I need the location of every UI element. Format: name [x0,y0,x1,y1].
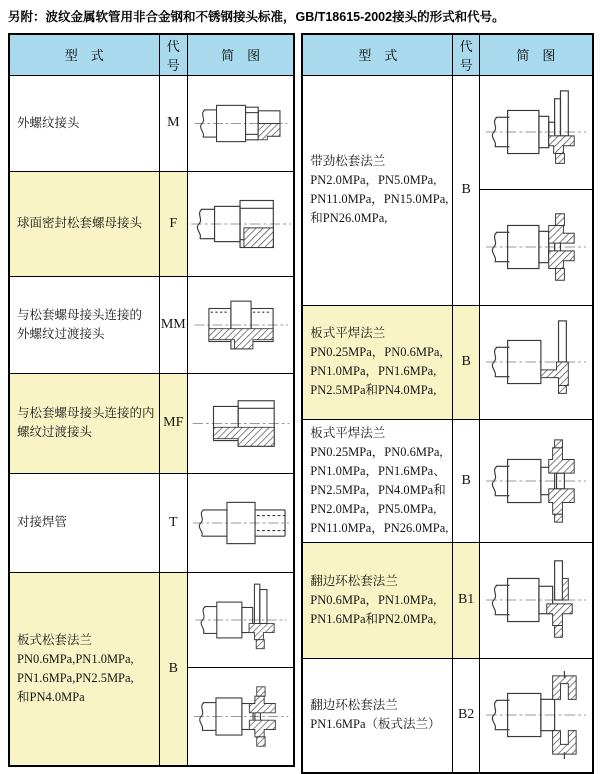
type-cell [302,419,453,542]
tables-container [0,33,600,774]
type-cell [302,305,453,419]
type-text-line: PN2.0MPa，PN5.0MPa, [310,173,437,188]
column-header-code: 代号 [159,34,188,76]
type-text-line: PN1.6MPa和PN2.0MPa, [310,611,437,626]
type-text-line: PN0.6MPa,PN1.0MPa, [17,651,134,666]
diagram-cell [479,189,593,305]
column-header-type: 型 式 [9,34,159,76]
type-cell [9,473,159,572]
diagram-cell [188,171,295,276]
male-male-adapter-diagram [189,281,293,369]
document-title: 另附：波纹金属软管用非合金钢和不锈钢接头标准，GB/T18615-2002接头的形式和代号。 [8,10,505,24]
connector-table-left [8,33,295,767]
diagram-cell [479,305,593,419]
diagram-cell [188,373,295,473]
type-text-line: PN0.25MPa，PN0.6MPa, [310,345,443,360]
lapped-ring-flange-b1-diagram [484,553,588,647]
header-row [9,34,294,76]
type-cell [9,75,159,171]
type-text-line: PN11.0MPa，PN26.0MPa, [310,520,449,535]
type-cell [302,75,453,305]
code-cell: F [159,171,188,276]
column-header-diagram: 简 图 [188,34,295,76]
type-text-line: 与松套螺母接头连接的 [17,307,143,322]
type-text-line: 球面密封松套螺母接头 [17,216,143,231]
code-cell: M [159,75,188,171]
type-text-line: 螺纹过渡接头 [17,425,93,440]
type-text-line: PN1.6MPa,PN2.5MPa, [17,670,134,685]
table-row [9,276,294,373]
header-row [302,34,593,76]
type-text-line: PN2.0MPa，PN5.0MPa, [310,501,437,516]
code-cell: MM [159,276,188,373]
type-text-line: PN0.6MPa，PN1.0MPa, [310,592,437,607]
type-text-line: 板式平焊法兰 [310,326,386,341]
table-row [302,75,593,189]
diagram-cell [188,75,295,171]
type-text-line: PN1.0MPa，PN1.6MPa、 [310,463,446,478]
table-row [302,658,593,773]
plate-weld-flange-b-diagram [484,434,588,528]
diagram-cell [479,542,593,658]
diagram-cell [188,667,295,766]
plate-loose-flange-bottom-diagram [189,672,293,761]
code-cell: B [453,75,479,305]
male-thread-fitting-diagram [189,80,293,167]
type-text-line: PN2.5MPa，PN4.0MPa和 [310,482,446,497]
code-cell: MF [159,373,188,473]
type-text-line: 和PN26.0MPa, [310,211,388,226]
type-cell [302,542,453,658]
diagram-cell [479,658,593,773]
type-text-line: PN11.0MPa，PN15.0MPa, [310,192,449,207]
table-row [9,572,294,667]
lapped-ring-flange-b2-diagram [484,668,588,762]
type-cell [9,171,159,276]
type-cell [9,373,159,473]
type-text-line: PN1.0MPa，PN1.6MPa, [310,364,437,379]
code-cell: B [159,572,188,766]
type-text-line: 带劲松套法兰 [310,154,386,169]
column-header-diagram: 简 图 [479,34,593,76]
type-text-line: 与松套螺母接头连接的内 [17,406,155,421]
plate-loose-flange-top-diagram [189,577,293,663]
neck-loose-flange-top-diagram [484,85,588,179]
table-row [9,373,294,473]
butt-weld-pipe-diagram [189,478,293,568]
type-text-line: 外螺纹接头 [17,115,80,130]
table-row [9,171,294,276]
table-row [9,473,294,572]
table-row [302,542,593,658]
type-cell [9,276,159,373]
type-text-line: 翻边环松套法兰 [310,698,398,713]
spherical-swivel-nut-fitting-diagram [189,177,293,271]
type-text-line: 板式松套法兰 [17,632,93,647]
type-cell [302,658,453,773]
type-text-line: 外螺纹过渡接头 [17,326,105,341]
type-text-line: PN0.25MPa，PN0.6MPa, [310,444,443,459]
diagram-cell [479,419,593,542]
column-header-code: 代号 [453,34,479,76]
code-cell: B [453,419,479,542]
table-row [9,75,294,171]
type-text-line: 翻边环松套法兰 [310,573,398,588]
connector-table-right [301,33,594,774]
type-text-line: 板式平焊法兰 [310,425,386,440]
table-row [302,305,593,419]
neck-loose-flange-bottom-diagram [484,200,588,294]
type-cell [9,572,159,766]
table-row [302,419,593,542]
male-female-adapter-diagram [189,378,293,469]
column-header-type: 型 式 [302,34,453,76]
code-cell: B [453,305,479,419]
code-cell: B1 [453,542,479,658]
diagram-cell [188,572,295,667]
diagram-cell [188,276,295,373]
diagram-cell [479,75,593,189]
code-cell: T [159,473,188,572]
diagram-cell [188,473,295,572]
type-text-line: 和PN4.0MPa [17,689,85,704]
type-text-line: PN2.5MPa和PN4.0MPa, [310,383,437,398]
plate-weld-flange-a-diagram [484,315,588,409]
type-text-line: PN1.6MPa（板式法兰） [310,717,441,732]
code-cell: B2 [453,658,479,773]
type-text-line: 对接焊管 [17,515,68,530]
